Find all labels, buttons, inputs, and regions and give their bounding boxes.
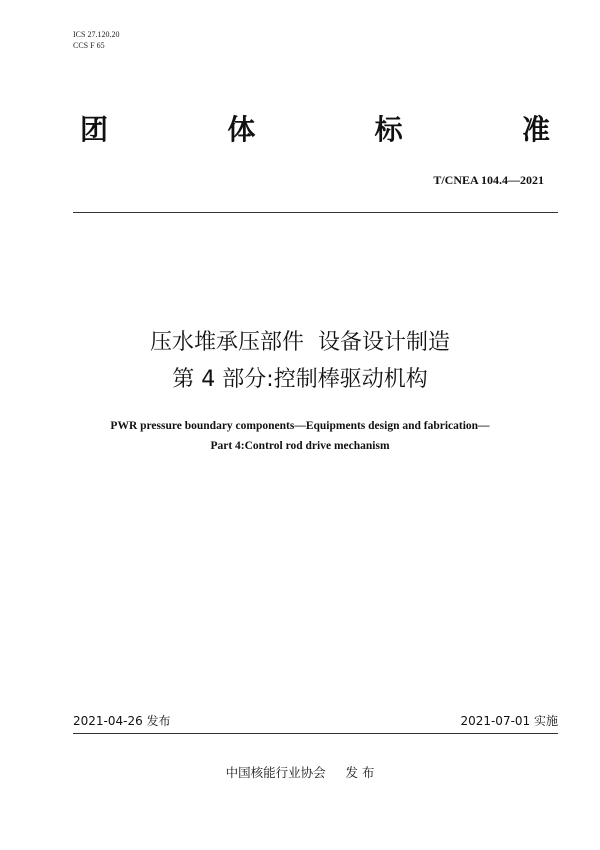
publish-action: 发 布 <box>345 765 375 780</box>
title-zh-line1: 压水堆承压部件 设备设计制造 <box>150 330 450 355</box>
top-divider <box>73 212 558 213</box>
standard-type-char: 标 <box>374 113 403 146</box>
standard-type-char: 准 <box>521 113 550 146</box>
title-en-line2: Part 4:Control rod drive mechanism <box>210 440 390 452</box>
ccs-code: CCS F 65 <box>73 41 105 50</box>
ics-code: ICS 27.120.20 <box>73 30 120 39</box>
bottom-divider <box>73 733 558 734</box>
implementation-date: 2021-07-01 实施 <box>460 714 558 728</box>
issue-date: 2021-04-26 发布 <box>73 714 171 728</box>
publisher-name: 中国核能行业协会 <box>225 765 326 780</box>
standard-type-heading <box>80 112 550 148</box>
title-en-line1: PWR pressure boundary components—Equipments design and fabrication— <box>110 420 490 432</box>
standard-type-char: 团 <box>80 113 109 146</box>
standard-number: T/CNEA 104.4—2021 <box>433 173 544 187</box>
title-zh-line2: 第 4 部分:控制棒驱动机构 <box>172 367 428 392</box>
publisher-line <box>0 764 600 782</box>
standard-type-char: 体 <box>227 113 256 146</box>
